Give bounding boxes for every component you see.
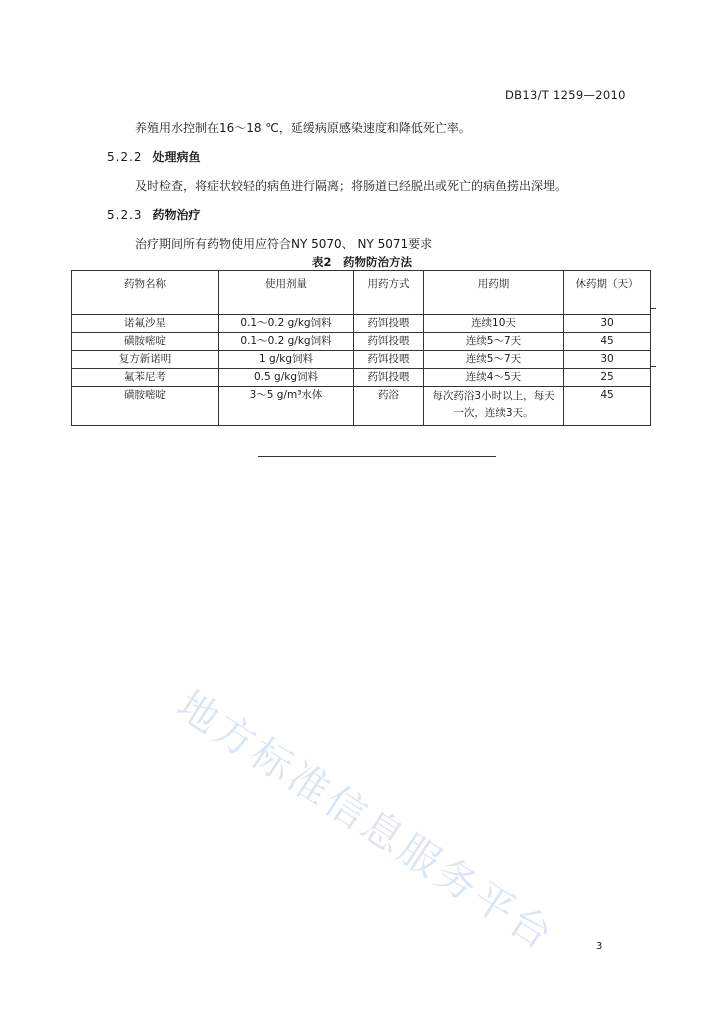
- standard-code: DB13/T 1259—2010: [505, 88, 626, 102]
- table-row: [72, 333, 651, 351]
- header-withdrawal: 休药期（天）: [564, 271, 651, 315]
- watermark: 地方标准信息服务平台: [168, 682, 563, 961]
- cell-dosage: 0.1～0.2 g/kg饲料: [219, 333, 354, 351]
- table-edge-tick: [650, 366, 656, 367]
- cell-dosage: 1 g/kg饲料: [219, 351, 354, 369]
- cell-method: 药浴: [354, 387, 424, 426]
- header-period: 用药期: [424, 271, 564, 315]
- cell-drug-name: 复方新诺明: [72, 351, 219, 369]
- cell-method: 药饵投喂: [354, 315, 424, 333]
- cell-withdrawal: 25: [564, 369, 651, 387]
- section-number: 5.2.3: [107, 208, 143, 222]
- cell-withdrawal: 30: [564, 315, 651, 333]
- page-number: 3: [596, 941, 603, 952]
- cell-drug-name: 磺胺嘧啶: [72, 387, 219, 426]
- cell-period: 连续5～7天: [424, 351, 564, 369]
- table-edge-tick: [650, 308, 656, 309]
- header-dosage: 使用剂量: [219, 271, 354, 315]
- end-rule: [258, 456, 496, 457]
- cell-period: 连续4～5天: [424, 369, 564, 387]
- section-5-2-3-body: 治疗期间所有药物使用应符合NY 5070、 NY 5071要求: [135, 237, 433, 251]
- table-row: [72, 315, 651, 333]
- cell-dosage: 3～5 g/m³水体: [219, 387, 354, 426]
- table-row: [72, 351, 651, 369]
- table-caption: 表2 药物防治方法: [311, 255, 412, 269]
- cell-withdrawal: 45: [564, 387, 651, 426]
- drug-treatment-table: [71, 270, 651, 426]
- cell-withdrawal: 30: [564, 351, 651, 369]
- cell-dosage: 0.5 g/kg饲料: [219, 369, 354, 387]
- section-5-2-2-heading: [107, 148, 201, 165]
- header-drug-name: 药物名称: [72, 271, 219, 315]
- header-method: 用药方式: [354, 271, 424, 315]
- cell-period: 每次药浴3小时以上，每天一次，连续3天。: [424, 387, 564, 426]
- cell-dosage: 0.1～0.2 g/kg饲料: [219, 315, 354, 333]
- cell-drug-name: 磺胺嘧啶: [72, 333, 219, 351]
- table-row: [72, 387, 651, 426]
- intro-paragraph: 养殖用水控制在16～18 ℃，延缓病原感染速度和降低死亡率。: [135, 121, 471, 135]
- section-title: 药物治疗: [152, 208, 201, 222]
- cell-withdrawal: 45: [564, 333, 651, 351]
- section-title: 处理病鱼: [152, 150, 201, 164]
- cell-method: 药饵投喂: [354, 369, 424, 387]
- table-header-row: [72, 271, 651, 315]
- cell-drug-name: 氟苯尼考: [72, 369, 219, 387]
- section-5-2-3-heading: [107, 206, 201, 223]
- section-5-2-2-body: 及时检查，将症状较轻的病鱼进行隔离；将肠道已经脱出或死亡的病鱼捞出深埋。: [135, 179, 568, 193]
- section-number: 5.2.2: [107, 150, 143, 164]
- cell-drug-name: 诺氟沙星: [72, 315, 219, 333]
- table-row: [72, 369, 651, 387]
- cell-period: 连续5～7天: [424, 333, 564, 351]
- cell-method: 药饵投喂: [354, 333, 424, 351]
- cell-method: 药饵投喂: [354, 351, 424, 369]
- cell-period: 连续10天: [424, 315, 564, 333]
